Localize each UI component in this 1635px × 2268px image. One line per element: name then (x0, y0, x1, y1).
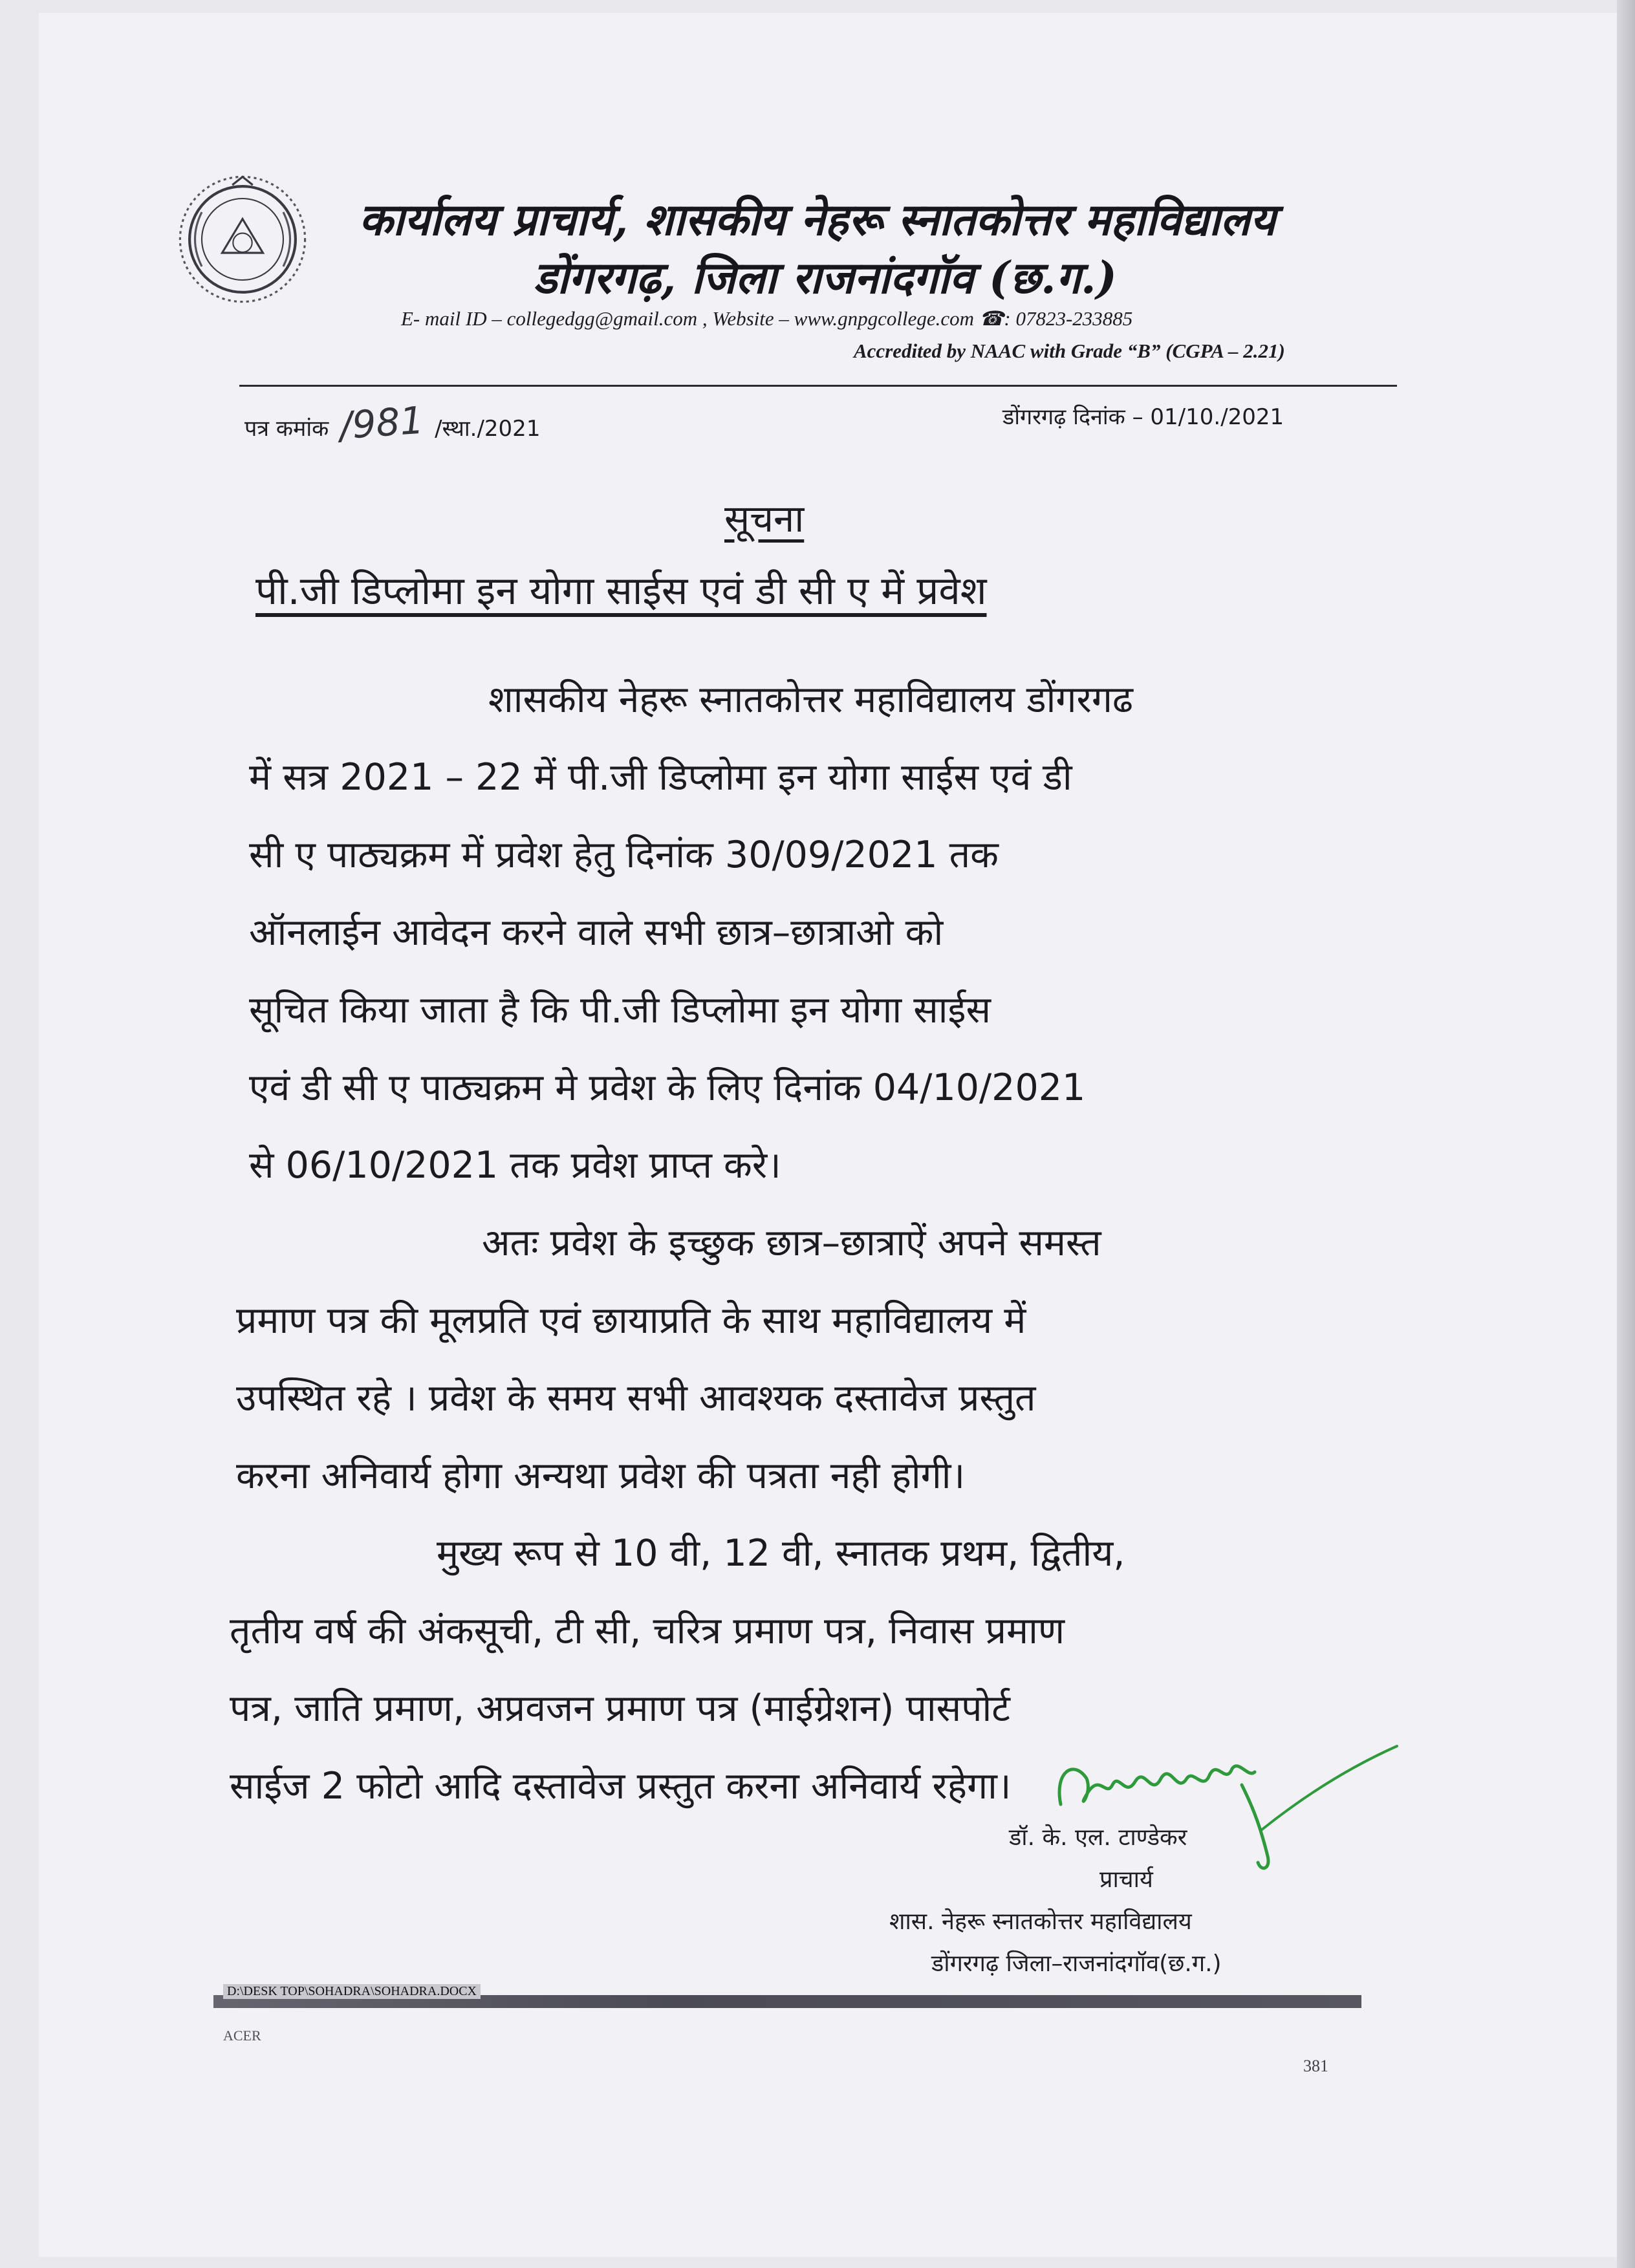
office-location: डोंगरगढ़, जिला राजनांदगॉव (छ.ग.) (534, 252, 1117, 304)
body-line: मुख्य रूप से 10 वी, 12 वी, स्नातक प्रथम, द्वितीय, (437, 1532, 1125, 1575)
accreditation-line: Accredited by NAAC with Grade “B” (CGPA – 2.21) (854, 340, 1285, 362)
page-edge (1617, 0, 1635, 2268)
notice-subtitle: पी.जी डिप्लोमा इन योगा साईस एवं डी सी ए में प्रवेश (255, 568, 987, 614)
college-seal-icon (175, 171, 310, 307)
body-line: पत्र, जाति प्रमाण, अप्रवजन प्रमाण पत्र (माईग्रेशन) पासपोर्ट (230, 1687, 1011, 1730)
reference-suffix: /स्था./2021 (435, 416, 541, 442)
printer-brand: ACER (223, 2027, 261, 2044)
document-page (39, 13, 1617, 2257)
signatory-institution: शास. नेहरू स्नातकोत्तर महाविद्यालय (889, 1908, 1192, 1935)
body-line: उपस्थित रहे । प्रवेश के समय सभी आवश्यक दस्तावेज प्रस्तुत (236, 1377, 1036, 1420)
body-line: शासकीय नेहरू स्नातकोत्तर महाविद्यालय डोंगरगढ (488, 678, 1134, 721)
body-line: में सत्र 2021 – 22 में पी.जी डिप्लोमा इन योगा साईस एवं डी (249, 756, 1072, 799)
body-line: ऑनलाईन आवेदन करने वाले सभी छात्र–छात्राओ को (249, 911, 944, 954)
body-line: से 06/10/2021 तक प्रवेश प्राप्त करे। (249, 1144, 781, 1187)
notice-title: सूचना (724, 497, 805, 541)
signatory-address: डोंगरगढ़ जिला–राजनांदगॉव(छ.ग.) (931, 1950, 1222, 1977)
body-line: सूचित किया जाता है कि पी.जी डिप्लोमा इन योगा साईस (249, 989, 991, 1031)
body-line: अतः प्रवेश के इच्छुक छात्र–छात्राऐं अपने समस्त (482, 1222, 1101, 1264)
body-line: सी ए पाठ्यक्रम में प्रवेश हेतु दिनांक 30/09/2021 तक (249, 834, 999, 876)
body-line: तृतीय वर्ष की अंकसूची, टी सी, चरित्र प्रमाण पत्र, निवास प्रमाण (230, 1610, 1065, 1652)
body-line: एवं डी सी ए पाठ्यक्रम मे प्रवेश के लिए दिनांक 04/10/2021 (249, 1066, 1086, 1109)
signatory-designation: प्राचार्य (1099, 1866, 1153, 1893)
contact-line: E- mail ID – collegedgg@gmail.com , Website – www.gnpgcollege.com ☎: 07823-233885 (401, 307, 1133, 330)
issue-date: डोंगरगढ़ दिनांक – 01/10./2021 (1002, 404, 1284, 430)
body-line: प्रमाण पत्र की मूलप्रति एवं छायाप्रति के साथ महाविद्यालय में (236, 1299, 1026, 1342)
office-title: कार्यालय प्राचार्य, शासकीय नेहरू स्नातकोत्तर महाविद्यालय (359, 194, 1276, 246)
reference-number (244, 398, 541, 448)
body-line: करना अनिवार्य होगा अन्यथा प्रवेश की पत्रता नही होगी। (236, 1454, 966, 1497)
reference-prefix: पत्र कमांक (244, 416, 329, 442)
body-line: साईज 2 फोटो आदि दस्तावेज प्रस्तुत करना अनिवार्य रहेगा। (230, 1765, 1012, 1808)
file-path: D:\DESK TOP\SOHADRA\SOHADRA.DOCX (223, 1984, 481, 1999)
page-number: 381 (1303, 2057, 1328, 2075)
header-divider (239, 385, 1397, 387)
reference-handwritten-number: /981 (338, 398, 426, 448)
signatory-name: डॉ. के. एल. टाण्डेकर (1009, 1824, 1187, 1851)
